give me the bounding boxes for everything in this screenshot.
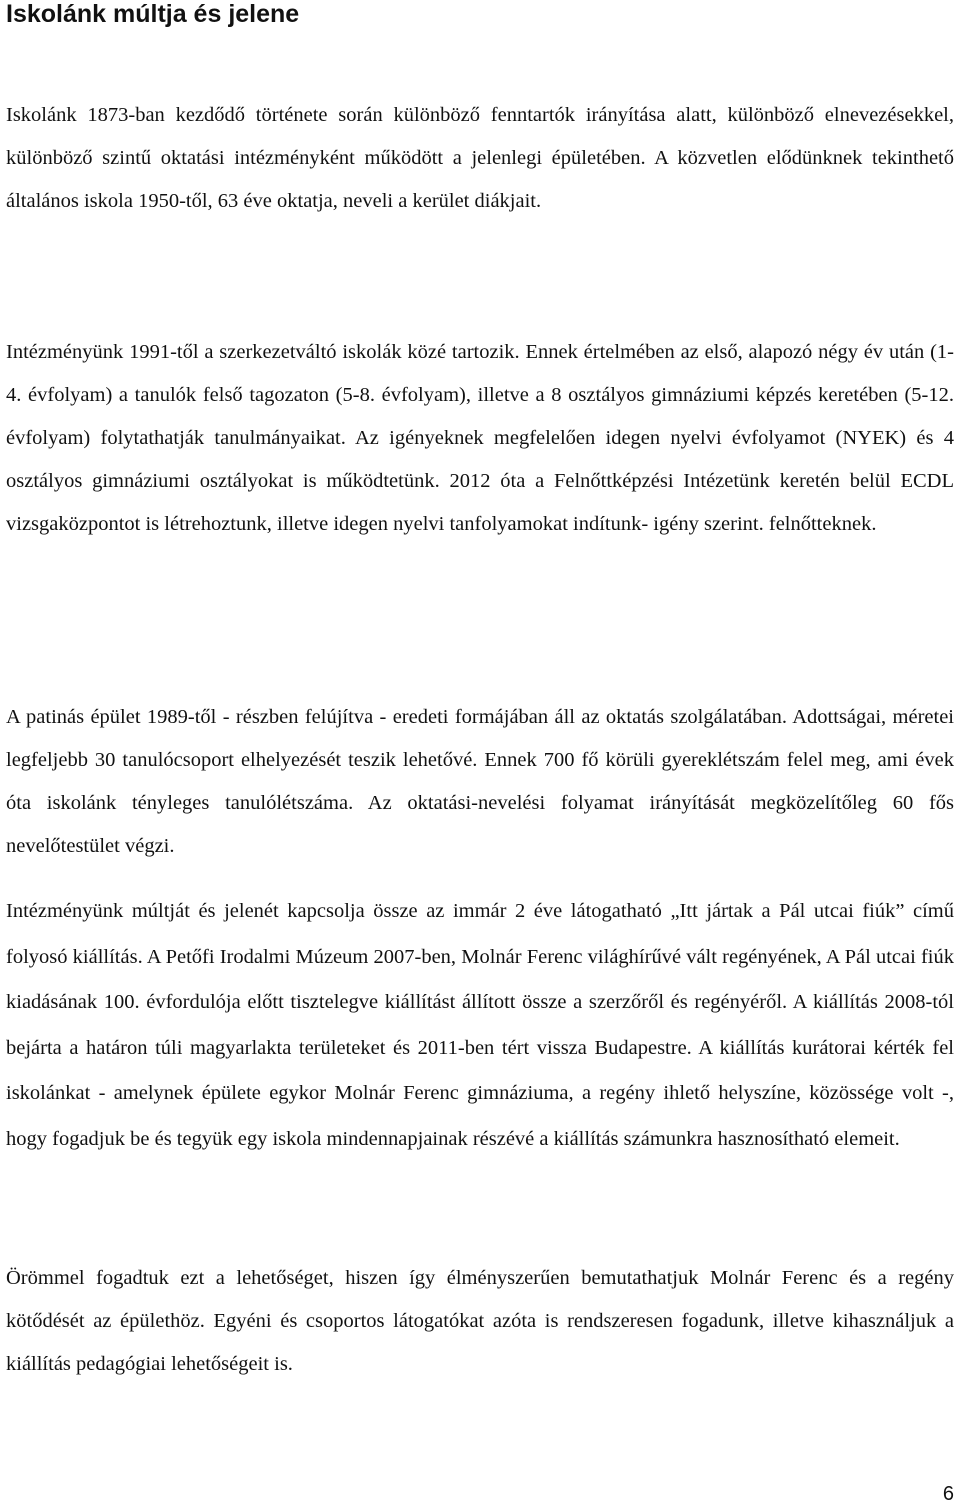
page-number: 6 [942, 1483, 954, 1505]
paragraph-exhibition: Intézményünk múltját és jelenét kapcsolja össze az immár 2 éve látogatható „Itt jártak a Pál utcai fiúk” című folyosó kiállítás. A Petőfi Irodalmi Múzeum 2007-ben, Molnár Ferenc világhírűvé vált regényének, A Pál utcai fiúk kiadásának 100. évfordulója előtt tisztelegve kiállítást állított össze a szerzőről és regényéről. A kiállítás 2008-tól bejárta a határon túli magyarlakta területeket és 2011-ben tért vissza Budapestre. A kiállítás kurátorai kérték fel iskolánkat - amelynek épülete egykor Molnár Ferenc gimnáziuma, a regény ihlető helyszíne, közössége volt -, hogy fogadjuk be és tegyük egy iskola mindennapjainak részévé a kiállítás számunkra hasznosítható elemeit. [6, 900, 954, 1150]
paragraph-structure: Intézményünk 1991-től a szerkezetváltó iskolák közé tartozik. Ennek értelmében az első, alapozó négy év után (1-4. évfolyam) a tanulók felső tagozaton (5-8. évfolyam), illetve a 8 osztályos gimnáziumi képzés keretében (5-12. évfolyam) folytathatják tanulmányaikat. Az igényeknek megfelelően idegen nyelvi évfolyamot (NYEK) és 4 osztályos gimnáziumi osztályokat is működtetünk. 2012 óta a Felnőttképzési Intézetünk keretén belül ECDL vizsgaközpontot is létrehoztunk, illetve idegen nyelvi tanfolyamokat indítunk- igény szerint. felnőtteknek. [6, 341, 954, 535]
paragraph-history: Iskolánk 1873-ban kezdődő története során különböző fenntartók irányítása alatt, különböző elnevezésekkel, különböző szintű oktatási intézményként működött a jelenlegi épületében. A közvetlen elődünknek tekinthető általános iskola 1950-től, 63 éve oktatja, neveli a kerület diákjait. [6, 104, 954, 212]
page-title: Iskolánk múltja és jelene [6, 0, 300, 28]
paragraph-opportunity: Örömmel fogadtuk ezt a lehetőséget, hiszen így élményszerűen bemutathatjuk Molnár Ferenc és a regény kötődését az épülethöz. Egyéni és csoportos látogatókat azóta is rendszeresen fogadunk, illetve kihasználjuk a kiállítás pedagógiai lehetőségeit is. [6, 1267, 954, 1375]
paragraph-building: A patinás épület 1989-től - részben felújítva - eredeti formájában áll az oktatás szolgálatában. Adottságai, méretei legfeljebb 30 tanulócsoport elhelyezését teszik lehetővé. Ennek 700 fő körüli gyereklétszám felel meg, ami évek óta iskolánk tényleges tanulólétszáma. Az oktatási-nevelési folyamat irányítását megközelítőleg 60 fős nevelőtestület végzi. [6, 706, 954, 857]
